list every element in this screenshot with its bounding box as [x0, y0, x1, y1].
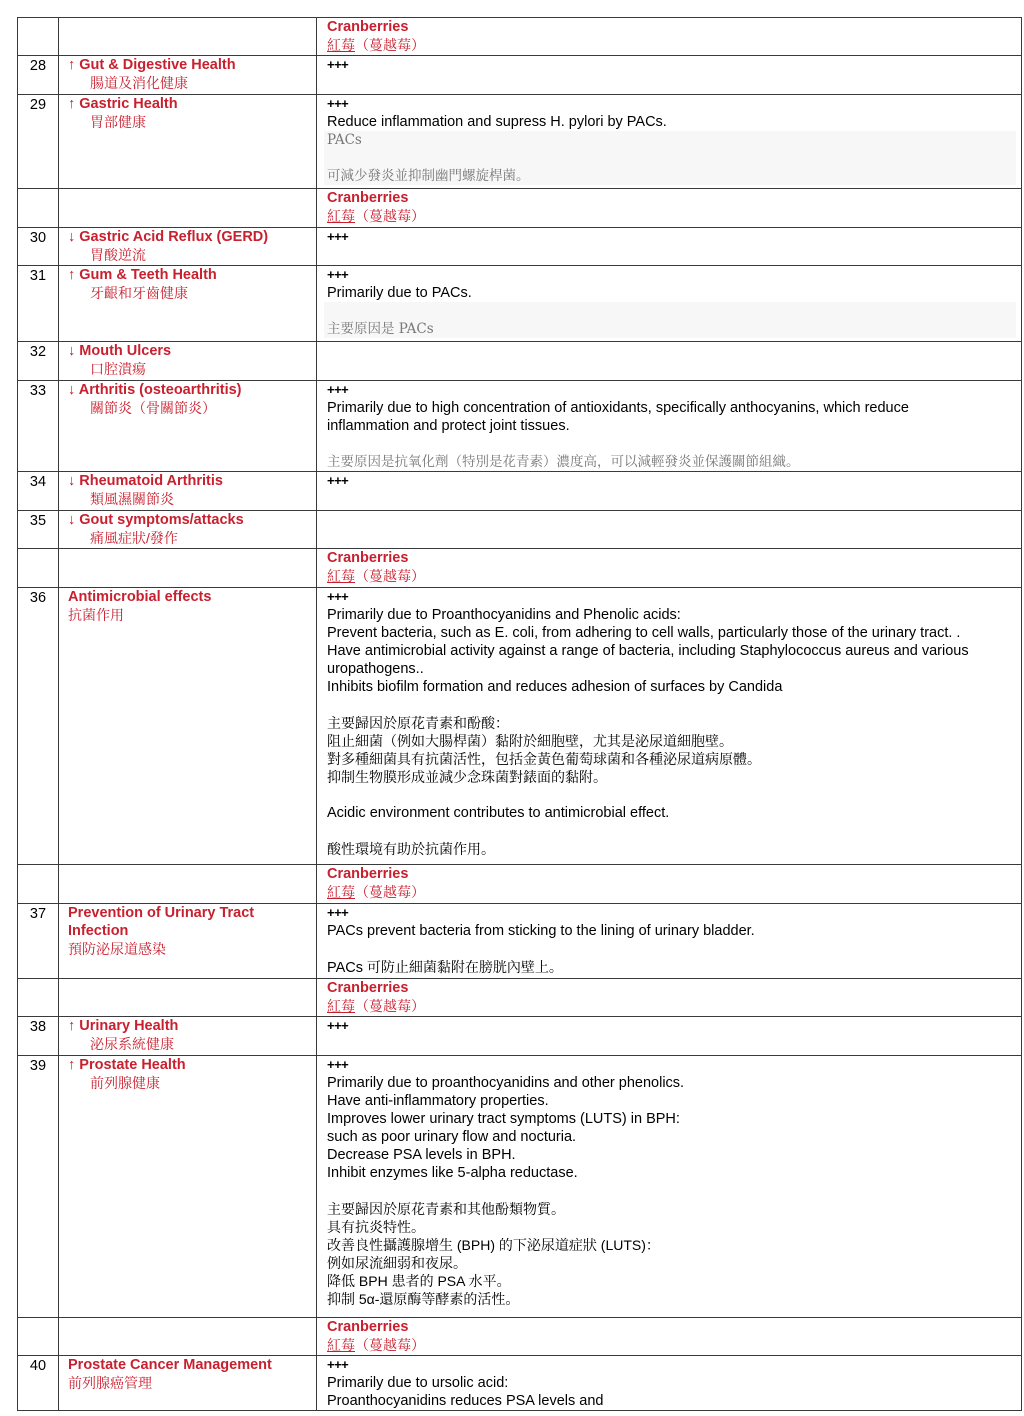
description-mix-cn: 可防止細菌黏附在膀胱內壁上。: [363, 959, 563, 975]
benefit-name-cn: 關節炎（骨關節炎）: [90, 400, 216, 416]
benefit-name-cn: 牙齦和牙齒健康: [90, 285, 188, 301]
description-cn: 主要原因是 PACs: [327, 321, 434, 337]
fruit-name-cn-rest: （蔓越莓）: [355, 37, 425, 53]
table-row: [18, 228, 1022, 266]
table-row: [18, 472, 1022, 511]
benefit-name-en: Mouth Ulcers: [79, 343, 172, 359]
rating: +++: [327, 1018, 349, 1033]
description-cn: 主要歸因於原花青素和酚酸：: [327, 715, 509, 731]
benefit-name-en: Arthritis (osteoarthritis): [78, 382, 242, 398]
rating: +++: [327, 1357, 349, 1372]
description-cell: [317, 1017, 1022, 1056]
fruit-header-cell: [317, 549, 1022, 588]
fruit-name-cn-rest: （蔓越莓）: [355, 998, 425, 1014]
description-en: Primarily due to ursolic acid:: [327, 1375, 509, 1391]
description-cn: 降低 BPH 患者的 PSA 水平。: [327, 1273, 511, 1289]
table-row: [18, 381, 1022, 472]
fruit-name-cn-link[interactable]: 紅莓: [327, 568, 355, 584]
benefit-name-cn: 類風濕關節炎: [90, 491, 174, 507]
arrow-up-icon: ↑: [68, 57, 76, 73]
rating: +++: [327, 1057, 349, 1072]
fruit-name-cn-rest: （蔓越莓）: [355, 208, 425, 224]
arrow-up-icon: ↑: [68, 1018, 76, 1034]
fruit-header-row: [18, 865, 1022, 904]
fruit-name-cn-rest: （蔓越莓）: [355, 1337, 425, 1353]
fruit-header-row: [18, 979, 1022, 1017]
fruit-name-cn-link[interactable]: 紅莓: [327, 1337, 355, 1353]
benefit-name-en: Urinary Health: [79, 1018, 179, 1034]
description-cn: 主要歸因於原花青素和其他酚類物質。: [327, 1201, 565, 1217]
benefit-name-en: Prostate Health: [79, 1057, 186, 1073]
fruit-name-cn: [327, 997, 1015, 1015]
arrow-up-icon: ↑: [68, 1057, 76, 1073]
rating: +++: [327, 589, 349, 604]
description-cell: [317, 342, 1022, 381]
benefit-name-cell: [59, 95, 317, 189]
fruit-header-row: [18, 189, 1022, 228]
arrow-down-icon: ↓: [68, 382, 76, 398]
description-cell: [317, 472, 1022, 511]
description-en: PACs prevent bacteria from sticking to the lining of urinary bladder.: [327, 923, 755, 939]
description-en: Primarily due to PACs.: [327, 285, 472, 301]
fruit-name-cn-rest: （蔓越莓）: [355, 568, 425, 584]
description-en: Primarily due to Proanthocyanidins and Phenolic acids:: [327, 607, 681, 623]
benefit-name-cn: 前列腺健康: [90, 1075, 160, 1091]
benefit-name-en: Gastric Acid Reflux (GERD): [79, 229, 269, 245]
arrow-down-icon: ↓: [68, 343, 76, 359]
table-row: [18, 588, 1022, 865]
rating: +++: [327, 905, 349, 920]
benefit-name-cn: 胃部健康: [90, 114, 146, 130]
description-en: uropathogens..: [327, 661, 424, 677]
table-row: [18, 56, 1022, 95]
benefit-name-cn: 抗菌作用: [68, 607, 124, 623]
fruit-header-cell: [317, 865, 1022, 904]
description-cn: 例如尿流細弱和夜尿。: [327, 1255, 467, 1271]
rating: +++: [327, 57, 349, 72]
benefit-name-en: Gastric Health: [79, 96, 178, 112]
description-cell: [317, 588, 1022, 865]
benefit-name-cn: 泌尿系統健康: [90, 1036, 174, 1052]
row-number: 33: [18, 381, 59, 472]
description-en: Have antimicrobial activity against a range of bacteria, including Staphylococcus aureus and various: [327, 643, 969, 659]
fruit-name-cn: [327, 883, 1015, 901]
description-cell: [317, 1056, 1022, 1318]
row-number: 30: [18, 228, 59, 266]
table-row: [18, 1056, 1022, 1318]
description-en: Prevent bacteria, such as E. coli, from adhering to cell walls, particularly those of the urinary tract. .: [327, 625, 961, 641]
num-cell: [18, 18, 59, 56]
benefit-name-cn: 痛風症狀/發作: [90, 530, 178, 546]
rating: +++: [327, 96, 349, 111]
arrow-down-icon: ↓: [68, 229, 76, 245]
description-gray: PACs: [327, 132, 362, 148]
row-number: 34: [18, 472, 59, 511]
description-cn: 酸性環境有助於抗菌作用。: [327, 841, 495, 857]
row-number: 31: [18, 266, 59, 342]
description-en: Primarily due to proanthocyanidins and other phenolics.: [327, 1075, 685, 1091]
fruit-name-en: Cranberries: [327, 190, 409, 206]
fruit-name-en: Cranberries: [327, 866, 409, 882]
arrow-up-icon: ↑: [68, 267, 76, 283]
description-cell: [317, 95, 1022, 189]
arrow-down-icon: ↓: [68, 512, 76, 528]
row-number: 28: [18, 56, 59, 95]
table-row: [18, 95, 1022, 189]
benefits-table: [17, 17, 1022, 1411]
description-cn: 主要原因是抗氧化劑（特別是花青素）濃度高，可以減輕發炎並保護關節組織。: [327, 454, 800, 470]
fruit-name-en: Cranberries: [327, 1319, 409, 1335]
description-cn: 阻止細菌（例如大腸桿菌）黏附於細胞壁，尤其是泌尿道細胞壁。: [327, 733, 733, 749]
benefit-name-cell: [59, 1017, 317, 1056]
table-row: [18, 266, 1022, 342]
benefit-name-en: Infection: [68, 923, 129, 939]
rating: +++: [327, 473, 349, 488]
description-cn: 具有抗炎特性。: [327, 1219, 425, 1235]
description-en: Inhibits biofilm formation and reduces adhesion of surfaces by Candida: [327, 679, 783, 695]
benefit-name-en: Antimicrobial effects: [68, 589, 212, 605]
benefit-name-en: Rheumatoid Arthritis: [79, 473, 223, 489]
fruit-name-en: Cranberries: [327, 19, 409, 35]
row-number: 37: [18, 904, 59, 979]
description-en: Reduce inflammation and supress H. pylori by PACs.: [327, 114, 667, 130]
fruit-name-cn-link[interactable]: 紅莓: [327, 208, 355, 224]
fruit-name-cn: [327, 207, 1015, 225]
fruit-header-row: [18, 18, 1022, 56]
benefit-name-en: Gum & Teeth Health: [79, 267, 217, 283]
rating: +++: [327, 267, 349, 282]
row-number: 40: [18, 1356, 59, 1411]
fruit-name-cn-link[interactable]: 紅莓: [327, 37, 355, 53]
description-cn: 可減少發炎並抑制幽門螺旋桿菌。: [327, 168, 530, 184]
description-en: Have anti-inflammatory properties.: [327, 1093, 549, 1109]
description-en: such as poor urinary flow and nocturia.: [327, 1129, 577, 1145]
fruit-header-cell: [317, 1318, 1022, 1356]
rating: +++: [327, 382, 349, 397]
fruit-name-cn-rest: （蔓越莓）: [355, 884, 425, 900]
translation-box: [324, 131, 1016, 185]
fruit-name-cn: [327, 1336, 1015, 1354]
table-row: [18, 1017, 1022, 1056]
table-row: [18, 1356, 1022, 1411]
description-cell: [317, 228, 1022, 266]
description-cn: 改善良性攝護腺增生 (BPH) 的下泌尿道症狀 (LUTS)：: [327, 1237, 660, 1253]
name-cell: [59, 18, 317, 56]
description-en: Inhibit enzymes like 5-alpha reductase.: [327, 1165, 578, 1181]
description-cn: 對多種細菌具有抗菌活性，包括金黃色葡萄球菌和各種泌尿道病原體。: [327, 751, 761, 767]
row-number: 36: [18, 588, 59, 865]
rating: +++: [327, 229, 349, 244]
fruit-name-en: Cranberries: [327, 550, 409, 566]
description-cell: [317, 904, 1022, 979]
benefit-name-cell: [59, 381, 317, 472]
benefit-name-cell: [59, 228, 317, 266]
fruit-name-cn: [327, 567, 1015, 585]
description-en: Primarily due to high concentration of antioxidants, specifically anthocyanins, which reduce: [327, 400, 909, 416]
row-number: 35: [18, 511, 59, 549]
benefit-name-cell: [59, 1356, 317, 1411]
arrow-up-icon: ↑: [68, 96, 76, 112]
description-en: Decrease PSA levels in BPH.: [327, 1147, 516, 1163]
benefit-name-cell: [59, 472, 317, 511]
benefit-name-cell: [59, 511, 317, 549]
fruit-header-cell: [317, 979, 1022, 1017]
description-en: inflammation and protect joint tissues.: [327, 418, 570, 434]
fruit-header-cell: [317, 18, 1022, 56]
benefit-name-cn: 預防泌尿道感染: [68, 941, 166, 957]
fruit-header-row: [18, 549, 1022, 588]
benefit-name-cell: [59, 342, 317, 381]
benefit-name-en: Prevention of Urinary Tract: [68, 905, 255, 921]
description-cn: [327, 958, 1015, 977]
description-cell: [317, 56, 1022, 95]
table-row: [18, 904, 1022, 979]
table-row: [18, 342, 1022, 381]
benefit-name-cn: 胃酸逆流: [90, 247, 146, 263]
benefit-name-cell: [59, 904, 317, 979]
description-en: Improves lower urinary tract symptoms (LUTS) in BPH:: [327, 1111, 680, 1127]
description-cn: 抑制 5α-還原酶等酵素的活性。: [327, 1291, 520, 1307]
description-cell: [317, 511, 1022, 549]
description-en: Proanthocyanidins reduces PSA levels and: [327, 1393, 604, 1409]
fruit-name-cn-link[interactable]: 紅莓: [327, 884, 355, 900]
description-cn: 抑制生物膜形成並減少念珠菌對錶面的黏附。: [327, 769, 607, 785]
fruit-name-cn-link[interactable]: 紅莓: [327, 998, 355, 1014]
benefit-name-cell: [59, 56, 317, 95]
fruit-header-cell: [317, 189, 1022, 228]
benefit-name-cn: 腸道及消化健康: [90, 75, 188, 91]
translation-box: [324, 302, 1016, 338]
description-en: Acidic environment contributes to antimicrobial effect.: [327, 805, 670, 821]
benefit-name-cell: [59, 1056, 317, 1318]
description-cell: [317, 266, 1022, 342]
benefit-name-cn: 前列腺癌管理: [68, 1375, 152, 1391]
benefit-name-cell: [59, 588, 317, 865]
benefit-name-en: Gut & Digestive Health: [79, 57, 236, 73]
table-row: [18, 511, 1022, 549]
description-cell: [317, 1356, 1022, 1411]
row-number: 29: [18, 95, 59, 189]
benefit-name-en: Gout symptoms/attacks: [79, 512, 244, 528]
fruit-header-row: [18, 1318, 1022, 1356]
arrow-down-icon: ↓: [68, 473, 76, 489]
row-number: 32: [18, 342, 59, 381]
benefit-name-cell: [59, 266, 317, 342]
description-mix-en: PACs: [327, 960, 363, 976]
row-number: 38: [18, 1017, 59, 1056]
benefit-name-en: Prostate Cancer Management: [68, 1357, 272, 1373]
row-number: 39: [18, 1056, 59, 1318]
fruit-name-cn: [327, 36, 1015, 54]
fruit-name-en: Cranberries: [327, 980, 409, 996]
description-cell: [317, 381, 1022, 472]
benefit-name-cn: 口腔潰瘍: [90, 361, 146, 377]
